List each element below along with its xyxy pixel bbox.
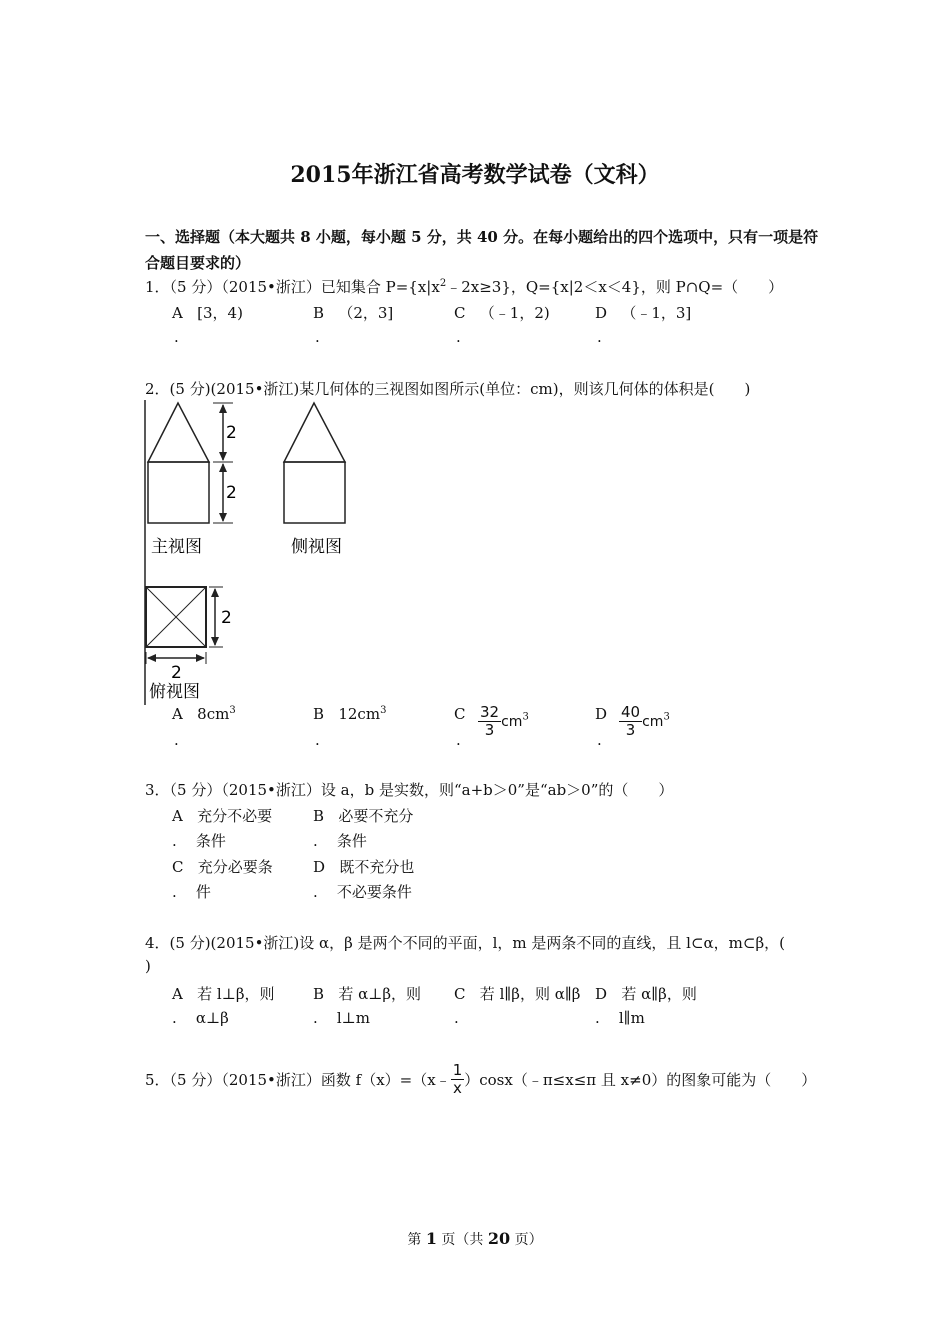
option-text: 12cm	[338, 705, 381, 723]
question-5-text: 5．（5 分）（2015•浙江）函数 f（x）=（x﹣	[145, 1071, 451, 1089]
arrow-head	[196, 654, 205, 662]
front-view	[148, 403, 237, 557]
q1-option-c[interactable]	[454, 302, 550, 323]
option-letter: A	[172, 985, 183, 1003]
footer-text: 页（共	[436, 1232, 488, 1248]
fraction	[478, 704, 501, 739]
q3-option-b-cont: . 条件	[313, 832, 367, 850]
dim-label-top-bottom: 2	[171, 663, 182, 683]
option-letter: A	[172, 705, 183, 723]
option-sup: 3	[380, 705, 387, 716]
option-text: 8cm	[197, 705, 230, 723]
arrow-head	[211, 588, 219, 597]
option-letter: D	[313, 858, 326, 876]
option-dot: .	[597, 328, 602, 346]
fraction	[619, 704, 642, 739]
q3-option-a[interactable]	[172, 805, 272, 826]
question-5-stem	[145, 1062, 816, 1097]
option-text: （2，3]	[338, 304, 394, 322]
arrow-head	[219, 452, 227, 461]
q2-option-c[interactable]	[478, 704, 529, 739]
option-letter: D	[595, 985, 608, 1003]
fraction-numerator: 40	[621, 703, 641, 721]
section-heading: 一、选择题（本大题共 8 小题，每小题 5 分，共 40 分。在每小题给出的四个选项中，只有一项是符合题目要求的）	[145, 228, 819, 272]
q3-option-c[interactable]	[172, 856, 273, 877]
option-letter: C	[454, 985, 466, 1003]
option-text: 若 l∥β，则 α∥β	[479, 985, 581, 1003]
dim-label-upper: 2	[226, 423, 237, 443]
fraction	[451, 1062, 465, 1097]
fraction-numerator: 32	[480, 703, 500, 721]
option-text: 若 l⊥β，则	[197, 985, 275, 1003]
option-text: 必要不充分	[338, 807, 414, 825]
option-sup: 3	[663, 711, 670, 723]
option-text: （﹣1，2)	[479, 304, 550, 322]
fraction-numerator: 1	[452, 1061, 463, 1079]
q4-option-c-cont: .	[454, 1009, 459, 1027]
option-text: 若 α∥β，则	[621, 985, 697, 1003]
front-view-label: 主视图	[151, 537, 202, 557]
q3-option-a-cont: . 条件	[172, 832, 226, 850]
option-letter: B	[313, 705, 325, 723]
option-dot: .	[456, 731, 461, 749]
question-3-stem: 3．（5 分）（2015•浙江）设 a，b 是实数，则“a+b＞0”是“ab＞0”的（ ）	[145, 781, 674, 799]
page-footer	[0, 1229, 950, 1249]
q2-option-a[interactable]	[172, 705, 236, 723]
option-sup: 3	[229, 705, 236, 716]
dim-label-lower: 2	[226, 483, 237, 503]
q3-option-d-cont: . 不必要条件	[313, 883, 412, 901]
option-letter: A	[172, 807, 183, 825]
question-1-tail: ﹣2x≥3}，Q={x|2＜x＜4}，则 P∩Q=（ ）	[446, 278, 784, 296]
side-view-triangle	[284, 403, 345, 462]
option-letter: C	[454, 304, 466, 322]
arrow-head	[219, 404, 227, 413]
option-sup: 3	[522, 711, 529, 723]
arrow-head	[219, 463, 227, 472]
q4-option-a-cont: . α⊥β	[172, 1009, 229, 1027]
option-text: 不必要条件	[336, 883, 412, 901]
q4-option-b-cont: . l⊥m	[313, 1009, 370, 1027]
option-letter: B	[313, 985, 325, 1003]
fraction-denominator: x	[453, 1079, 462, 1097]
top-view	[146, 587, 232, 702]
option-dot: .	[174, 328, 179, 346]
option-unit: cm	[642, 714, 664, 730]
q4-option-a[interactable]	[172, 983, 275, 1004]
side-view-square	[284, 462, 345, 523]
option-dot: .	[456, 328, 461, 346]
option-text: （﹣1，3]	[621, 304, 692, 322]
option-unit: cm	[501, 714, 523, 730]
option-text: 条件	[195, 832, 226, 850]
q1-option-b[interactable]	[313, 302, 393, 323]
side-view-label: 侧视图	[291, 537, 342, 557]
option-text: 既不充分也	[339, 858, 415, 876]
page-title: 2015年浙江省高考数学试卷（文科）	[290, 162, 660, 188]
q2-option-d-letter[interactable]: D	[595, 705, 608, 723]
question-1-sup: 2	[439, 278, 447, 289]
q4-option-c[interactable]	[454, 983, 580, 1004]
q2-option-c-letter[interactable]: C	[454, 705, 466, 723]
q3-option-b[interactable]	[313, 805, 413, 826]
q3-option-c-cont: . 件	[172, 883, 211, 901]
option-text: 充分必要条	[197, 858, 273, 876]
option-text: α⊥β	[195, 1009, 229, 1027]
page-number: 1	[425, 1229, 437, 1248]
question-1-text: 1．（5 分）（2015•浙江）已知集合 P={x|x	[145, 278, 440, 296]
option-letter: D	[595, 304, 608, 322]
option-text: l⊥m	[336, 1009, 370, 1027]
front-view-square	[148, 462, 209, 523]
question-1-stem	[145, 276, 783, 297]
question-4-stem-cont: )	[145, 957, 151, 975]
option-text: 件	[195, 883, 211, 901]
footer-text: 页）	[510, 1232, 543, 1248]
total-pages: 20	[487, 1229, 511, 1248]
q4-option-b[interactable]	[313, 983, 421, 1004]
option-text: l∥m	[618, 1009, 645, 1027]
option-dot: .	[315, 731, 320, 749]
top-view-label: 俯视图	[149, 682, 200, 702]
question-5-tail: ）cosx（﹣π≤x≤π 且 x≠0）的图象可能为（ ）	[464, 1071, 817, 1089]
option-dot: .	[597, 731, 602, 749]
footer-text: 第	[407, 1232, 426, 1248]
side-view	[284, 403, 345, 557]
three-view-diagram	[143, 400, 403, 705]
option-text: 若 α⊥β，则	[338, 985, 422, 1003]
question-2-stem: 2．(5 分)(2015•浙江)某几何体的三视图如图所示(单位：cm)，则该几何体的体积是( )	[145, 380, 751, 398]
option-text: 充分不必要	[197, 807, 273, 825]
fraction-denominator: 3	[484, 721, 495, 739]
option-dot: .	[174, 731, 179, 749]
fraction-denominator: 3	[625, 721, 636, 739]
option-text: 条件	[336, 832, 367, 850]
front-view-triangle	[148, 403, 209, 462]
q1-option-a[interactable]	[172, 302, 243, 323]
dim-label-top-side: 2	[221, 608, 232, 628]
arrow-head	[211, 637, 219, 646]
q3-option-d[interactable]	[313, 856, 414, 877]
question-4-stem: 4．(5 分)(2015•浙江)设 α，β 是两个不同的平面，l，m 是两条不同的直线，且 l⊂α，m⊂β，(	[145, 934, 785, 952]
option-letter: A	[172, 304, 183, 322]
arrow-head	[147, 654, 156, 662]
option-text: [3，4)	[197, 304, 243, 322]
arrow-head	[219, 513, 227, 522]
q4-option-d[interactable]	[595, 983, 697, 1004]
option-dot: .	[315, 328, 320, 346]
q2-option-b[interactable]	[313, 705, 386, 723]
q4-option-d-cont: . l∥m	[595, 1009, 645, 1027]
q1-option-d[interactable]	[595, 302, 691, 323]
q2-option-d[interactable]	[619, 704, 670, 739]
option-letter: B	[313, 304, 325, 322]
option-letter: C	[172, 858, 184, 876]
option-letter: B	[313, 807, 325, 825]
